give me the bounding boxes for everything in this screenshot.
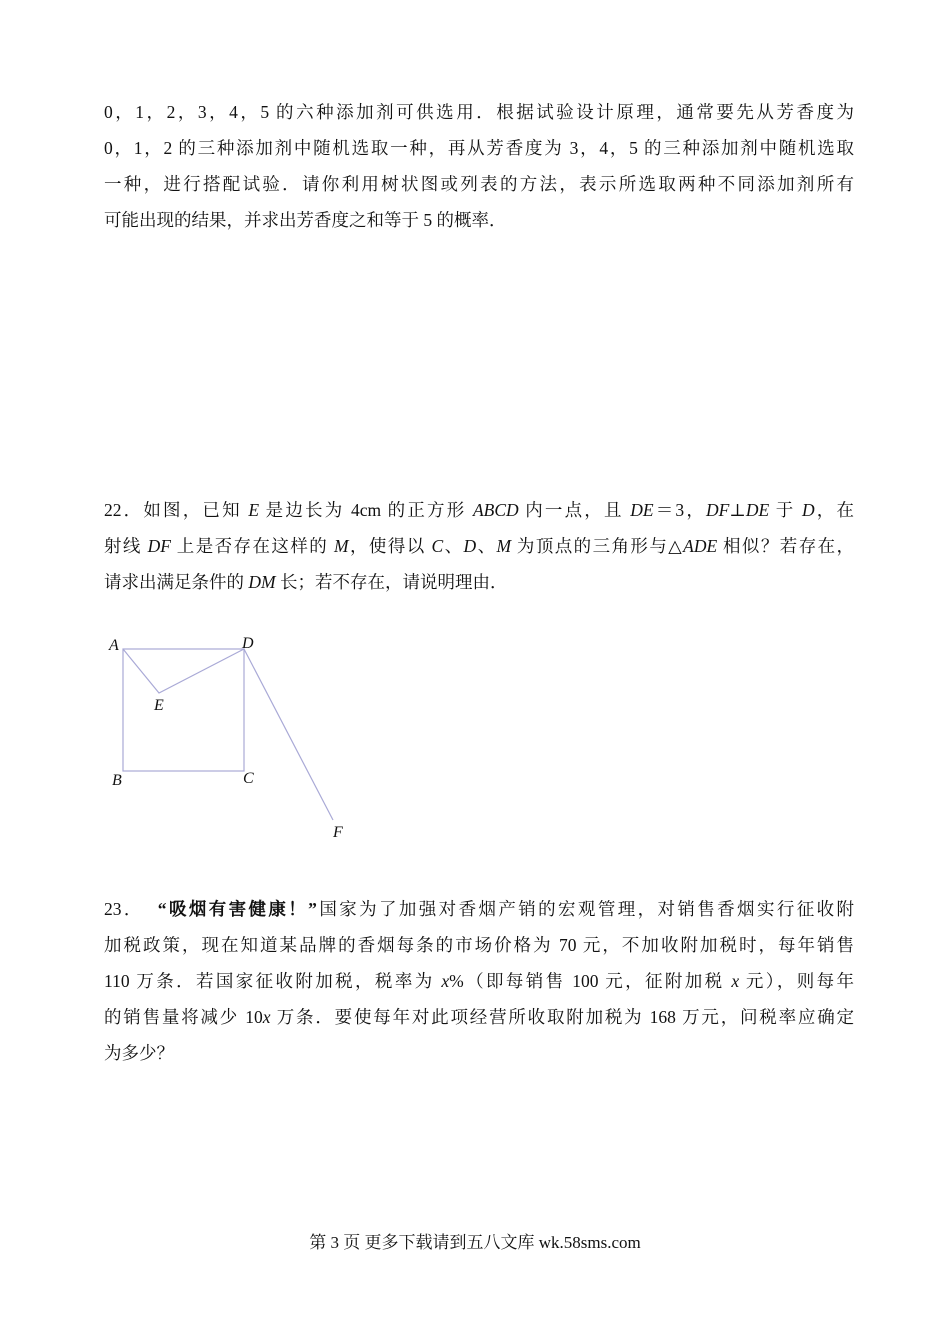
ray-df bbox=[244, 649, 333, 820]
label-b: B bbox=[112, 772, 122, 789]
label-d: D bbox=[242, 635, 254, 652]
q21-line-1: 0，1，2，3，4，5 的六种添加剂可供选用．根据试验设计原理，通常要先从芳香度为 bbox=[104, 102, 854, 122]
question-number: 22． bbox=[104, 500, 144, 520]
q23-line-2: 加税政策，现在知道某品牌的香烟每条的市场价格为 70 元，不加收附加税时，每年销售 bbox=[104, 935, 854, 955]
segment-ade bbox=[123, 649, 244, 693]
label-e: E bbox=[154, 697, 164, 714]
q23-line-5: 为多少？ bbox=[104, 1043, 174, 1063]
q23-line-3: 110 万条．若国家征收附加税，税率为 x%（即每销售 100 元，征附加税 x 元），则每年 bbox=[104, 971, 855, 991]
q22-line-3: 请求出满足条件的 DM 长；若不存在，请说明理由． bbox=[104, 572, 508, 592]
label-c: C bbox=[243, 770, 254, 787]
geometry-figure bbox=[100, 628, 360, 848]
label-f: F bbox=[333, 824, 343, 841]
q23-line-4: 的销售量将减少 10x 万条．要使每年对此项经营所收取附加税为 168 万元，问税率应确定 bbox=[104, 1007, 855, 1027]
question-number: 23． bbox=[104, 899, 144, 919]
q21-line-2: 0，1，2 的三种添加剂中随机选取一种，再从芳香度为 3，4，5 的三种添加剂中随机选取 bbox=[104, 138, 854, 158]
q23-line-1: 23． “吸烟有害健康！”国家为了加强对香烟产销的宏观管理，对销售香烟实行征收附 bbox=[104, 899, 855, 919]
q21-line-3: 一种，进行搭配试验．请你利用树状图或列表的方法，表示所选取两种不同添加剂所有 bbox=[104, 174, 854, 194]
page-footer: 第 3 页 更多下载请到五八文库 wk.58sms.com bbox=[309, 1233, 641, 1252]
slogan: “吸烟有害健康！” bbox=[157, 899, 317, 919]
q22-line-1: 22．如图，已知 E 是边长为 4cm 的正方形 ABCD 内一点，且 DE＝3，DF⊥DE 于 D，在 bbox=[104, 500, 854, 520]
square-abcd bbox=[123, 649, 244, 771]
q21-line-4: 可能出现的结果，并求出芳香度之和等于 5 的概率． bbox=[104, 210, 507, 230]
q22-line-2: 射线 DF 上是否存在这样的 M，使得以 C、D、M 为顶点的三角形与△ADE 相似？若存在， bbox=[104, 536, 855, 556]
label-a: A bbox=[109, 637, 119, 654]
